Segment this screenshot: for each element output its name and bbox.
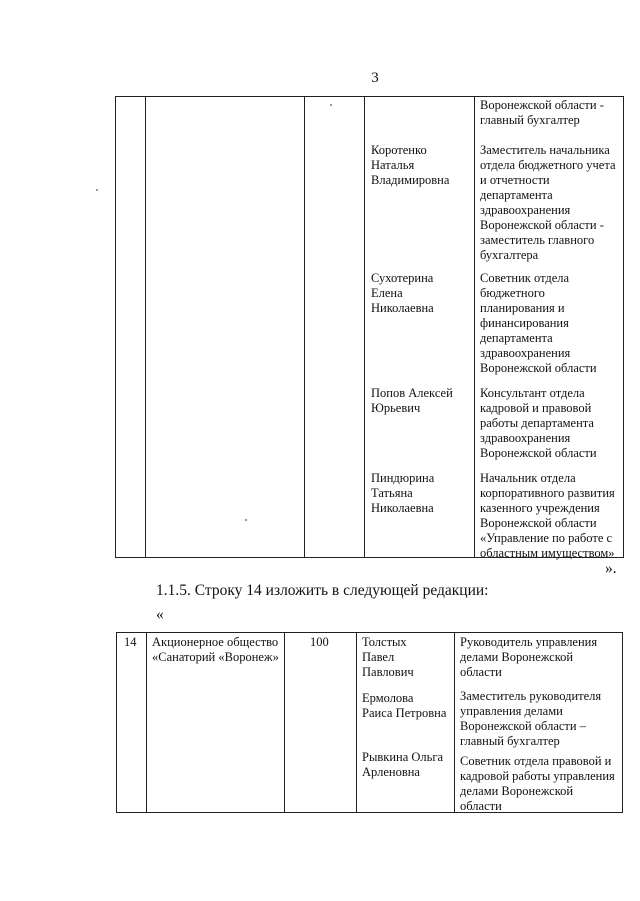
row-number: 14	[124, 635, 137, 649]
table-cell-position: Руководитель управления делами Воронежской области	[460, 635, 598, 679]
closing-quote: ».	[605, 560, 617, 577]
table-border	[145, 96, 146, 558]
organization-name: Акционерное общество «Санаторий «Воронеж»	[152, 635, 279, 664]
amendment-paragraph: 1.1.5. Строку 14 изложить в следующей редакции:	[156, 582, 489, 599]
table-border	[356, 632, 357, 813]
page-number: 3	[371, 70, 379, 86]
table-border	[284, 632, 285, 813]
table-border	[304, 96, 305, 558]
table-cell-position: Начальник отдела корпоративного развития казенного учреждения Воронежской области «Управление по работе с областным имуществом»	[480, 471, 615, 560]
table-cell-name: Сухотерина Елена Николаевна	[371, 271, 434, 315]
table-cell-name: Рывкина Ольга Арленовна	[362, 750, 444, 779]
table-cell-position: Воронежской области - главный бухгалтер	[480, 98, 604, 127]
table-cell-name: Коротенко Наталья Владимировна	[371, 143, 450, 187]
table-cell-position: Заместитель руководителя управления делами Воронежской области – главный бухгалтер	[460, 689, 602, 748]
table-cell-name: Ермолова Раиса Петровна	[362, 691, 447, 720]
table-border	[115, 96, 116, 558]
table-cell-position: Заместитель начальника отдела бюджетного учета и отчетности департамента здравоохранения Воронежской области - заместитель главного бухгалтера	[480, 143, 616, 262]
table-cell-name: Толстых Павел Павлович	[362, 635, 414, 679]
table-border	[116, 632, 117, 813]
table-cell-position: Советник отдела правовой и кадровой работы управления делами Воронежской области	[460, 754, 615, 813]
table-border	[623, 96, 624, 558]
table-border	[454, 632, 455, 813]
table-border	[622, 632, 623, 813]
table-border	[146, 632, 147, 813]
table-cell-name: Попов Алексей Юрьевич	[371, 386, 453, 415]
opening-quote: «	[156, 606, 164, 623]
table-cell-name: Пиндюрина Татьяна Николаевна	[371, 471, 435, 515]
table-border	[474, 96, 475, 558]
share-percent: 100	[310, 635, 329, 649]
table-cell-position: Советник отдела бюджетного планирования и финансирования департамента здравоохранения Воронежской области	[480, 271, 597, 375]
table-border	[116, 632, 623, 633]
table-border	[115, 96, 624, 97]
table-border	[364, 96, 365, 558]
table-cell-position: Консультант отдела кадровой и правовой работы департамента здравоохранения Воронежской области	[480, 386, 597, 460]
